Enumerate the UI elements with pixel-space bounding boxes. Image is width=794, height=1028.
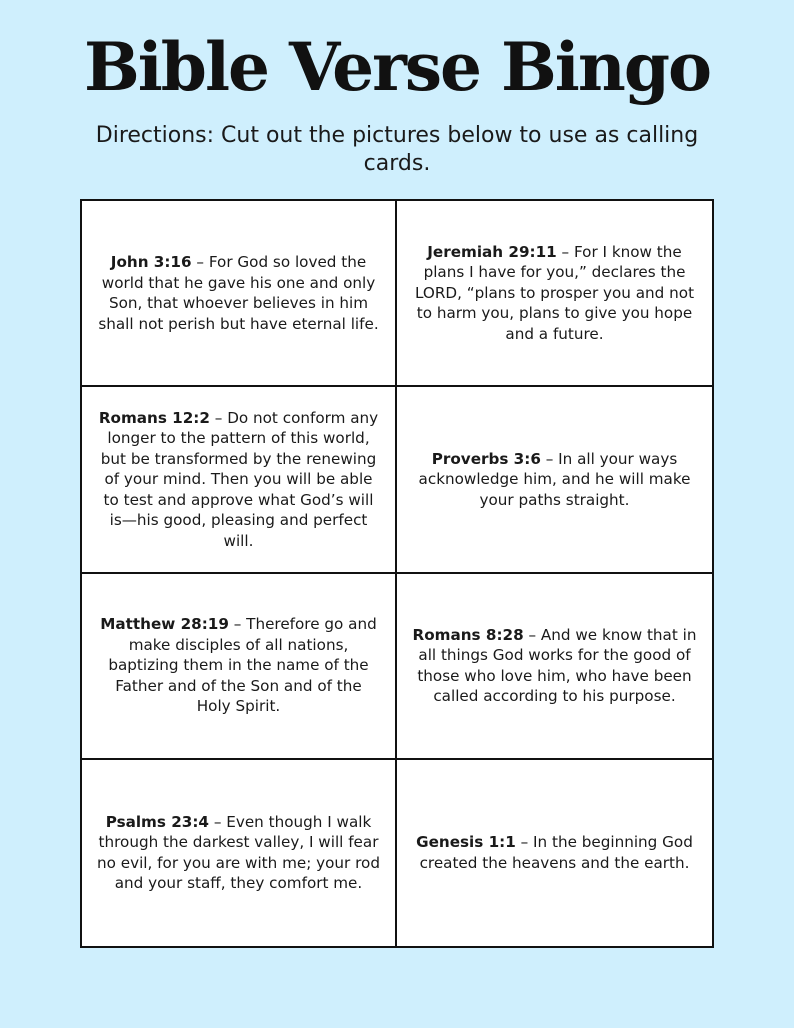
verse-reference: Proverbs 3:6: [431, 449, 541, 468]
verse-reference: Genesis 1:1: [416, 833, 516, 852]
calling-card-psalms-23-4: [82, 760, 397, 946]
calling-cards-grid: [80, 199, 714, 948]
verse-text: – For I know the plans I have for you,” declares the LORD, “plans to prosper you and not to harm you, plans to give you hope and a future.: [414, 242, 695, 343]
calling-card-romans-8-28: [397, 574, 712, 760]
calling-card-proverbs-3-6: [397, 387, 712, 573]
verse-reference: Romans 8:28: [412, 625, 524, 644]
verse-text: – Do not conform any longer to the pattern of this world, but be transformed by the renewing of your mind. Then you will be able to test and approve what God’s will is—his good, pleasing and perfect will.: [100, 408, 379, 550]
calling-card-genesis-1-1: [397, 760, 712, 946]
card-text: [96, 812, 381, 894]
card-text: [411, 449, 698, 511]
verse-reference: Psalms 23:4: [105, 812, 209, 831]
verse-reference: John 3:16: [110, 253, 192, 272]
card-text: [411, 625, 698, 707]
verse-text: – Even though I walk through the darkest valley, I will fear no evil, for you are with me; your rod and your staff, they comfort me.: [97, 812, 380, 893]
calling-card-romans-12-2: [82, 387, 397, 573]
verse-reference: Matthew 28:19: [100, 615, 229, 634]
verse-text: – Therefore go and make disciples of all nations, baptizing them in the name of the Father and of the Son and of the Holy Spirit.: [108, 615, 377, 716]
card-text: [96, 614, 381, 717]
card-text: [96, 252, 381, 334]
card-text: [411, 832, 698, 873]
verse-text: – In the beginning God created the heavens and the earth.: [419, 833, 693, 872]
verse-text: – For God so loved the world that he gave his one and only Son, that whoever believes in him shall not perish but have eternal life.: [98, 253, 379, 333]
verse-reference: Romans 12:2: [98, 408, 210, 427]
verse-reference: Jeremiah 29:11: [427, 242, 557, 261]
card-text: [411, 242, 698, 345]
verse-text: – And we know that in all things God works for the good of those who love him, who have been called according to his purpose.: [417, 625, 697, 706]
calling-card-jeremiah-29-11: [397, 201, 712, 387]
page-title: Bible Verse Bingo: [83, 28, 711, 106]
calling-card-john-3-16: [82, 201, 397, 387]
verse-text: – In all your ways acknowledge him, and he will make your paths straight.: [418, 449, 691, 509]
directions-text: Directions: Cut out the pictures below to use as calling cards.: [95, 123, 699, 176]
card-text: [96, 408, 381, 552]
calling-card-matthew-28-19: [82, 574, 397, 760]
